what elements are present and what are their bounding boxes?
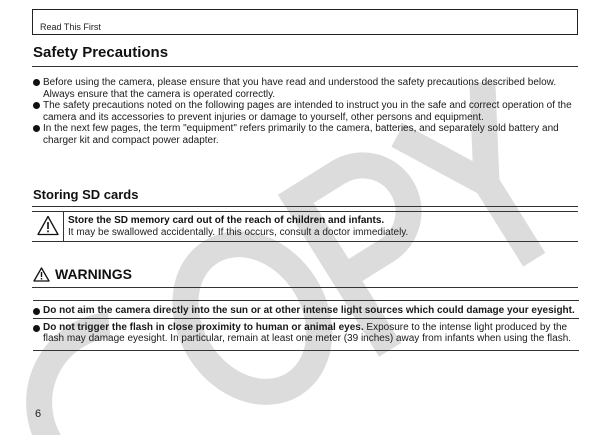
subtitle-rule xyxy=(32,206,578,207)
safety-bullet: Before using the camera, please ensure that you have read and understood the safety precautions described below. Always ensure that the camera is operated correctly. xyxy=(33,77,579,100)
safety-bullet: The safety precautions noted on the following pages are intended to instruct you in the safe and correct operation of the camera and its accessories to prevent injuries or damage to yourself, other persons and equipment. xyxy=(33,100,579,123)
warning-bold-text: Do not aim the camera directly into the sun or at other intense light sources which could damage your eyesight. xyxy=(43,305,575,316)
warnings-heading xyxy=(33,266,132,282)
safety-precautions-title: Safety Precautions xyxy=(33,44,169,61)
section-header-box xyxy=(32,9,578,35)
safety-bullet-list xyxy=(33,77,579,146)
warning-bold-text: Do not trigger the flash in close proximity to human or animal eyes. xyxy=(43,321,364,333)
caution-box xyxy=(32,211,578,242)
caution-text: It may be swallowed accidentally. If this occurs, consult a doctor immediately. xyxy=(68,227,409,238)
warnings-rule xyxy=(32,287,578,288)
page-number: 6 xyxy=(35,408,42,420)
warning-list xyxy=(33,300,579,351)
caution-triangle-icon xyxy=(37,215,59,236)
warning-item xyxy=(33,318,579,351)
warning-text: Exposure to the intense light produced by the flash may damage eyesight. In particular, remain at least one meter (39 inches) away from infants when using the flash. xyxy=(43,321,572,344)
caution-divider xyxy=(63,212,64,241)
warning-triangle-icon xyxy=(33,267,50,282)
safety-bullet: In the next few pages, the term "equipment" refers primarily to the camera, batteries, and separately sold battery and charger kit and compact power adapter. xyxy=(33,123,579,146)
warnings-title: WARNINGS xyxy=(55,266,132,282)
title-rule xyxy=(32,66,578,67)
caution-title: Store the SD memory card out of the reach of children and infants. xyxy=(68,215,385,226)
warning-item xyxy=(33,300,579,318)
section-label: Read This First xyxy=(40,22,101,32)
storing-sd-cards-title: Storing SD cards xyxy=(33,187,139,202)
